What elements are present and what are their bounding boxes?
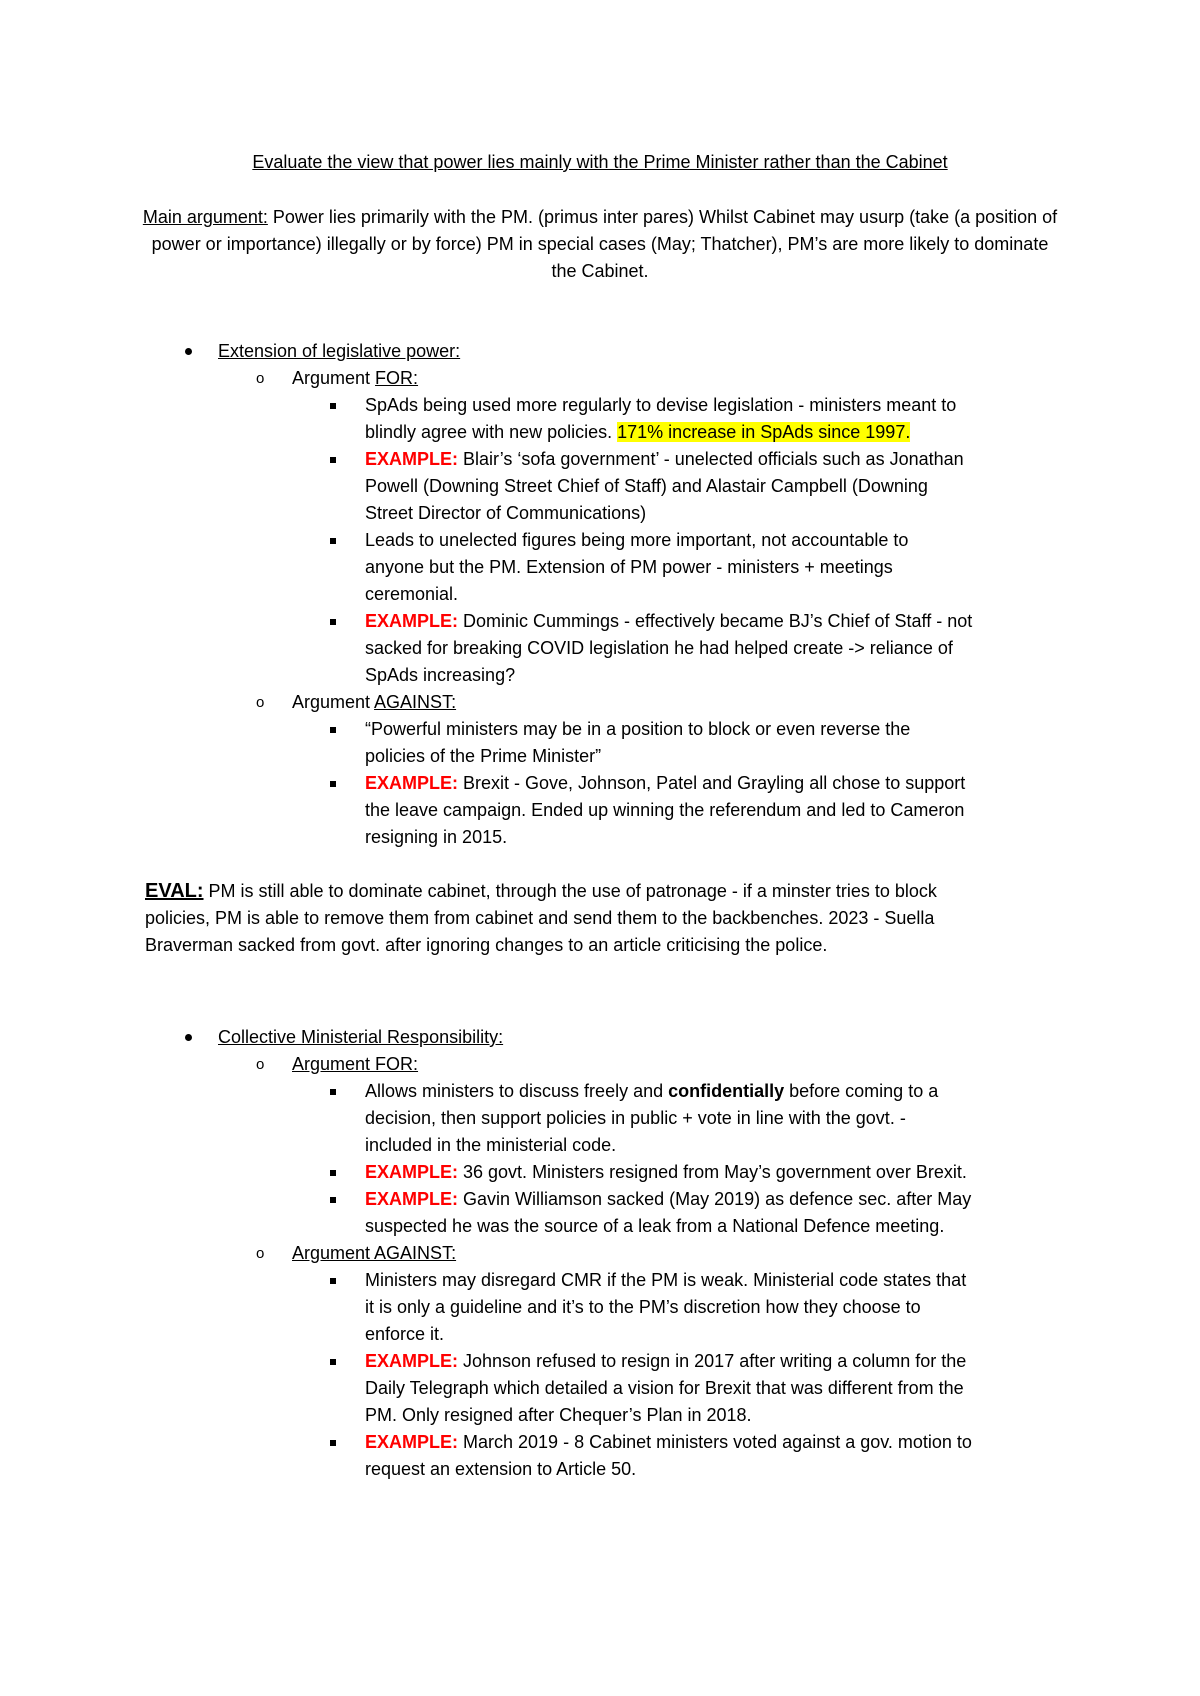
circle-bullet-icon: o bbox=[256, 370, 265, 387]
list-item-line: resigning in 2015. bbox=[365, 827, 508, 847]
list-item-line: anyone but the PM. Extension of PM power - ministers + meetings bbox=[365, 557, 893, 577]
list-item-line: EXAMPLE: Brexit - Gove, Johnson, Patel and Grayling all chose to support bbox=[365, 773, 966, 793]
list-item-line: Powell (Downing Street Chief of Staff) and Alastair Campbell (Downing bbox=[365, 476, 928, 496]
section2-heading: Collective Ministerial Responsibility: bbox=[218, 1027, 504, 1047]
list-item-line: EXAMPLE: Gavin Williamson sacked (May 2019) as defence sec. after May bbox=[365, 1189, 972, 1209]
example-label: EXAMPLE: bbox=[365, 773, 459, 793]
eval-label: EVAL: bbox=[145, 880, 204, 902]
list-item-line: EXAMPLE: Johnson refused to resign in 2017 after writing a column for the bbox=[365, 1351, 967, 1371]
square-bullet-icon bbox=[330, 1359, 336, 1365]
square-bullet-icon bbox=[330, 727, 336, 733]
example-label: EXAMPLE: bbox=[365, 1162, 459, 1182]
main-argument-label: Main argument: bbox=[142, 207, 268, 227]
square-bullet-icon bbox=[330, 1440, 336, 1446]
list-item-line: the leave campaign. Ended up winning the referendum and led to Cameron bbox=[365, 800, 965, 820]
list-item-line: Leads to unelected figures being more important, not accountable to bbox=[365, 530, 909, 550]
list-item-line: policies of the Prime Minister” bbox=[365, 746, 602, 766]
square-bullet-icon bbox=[330, 781, 336, 787]
eval-paragraph-line: EVAL: PM is still able to dominate cabinet, through the use of patronage - if a minster tries to block bbox=[145, 880, 937, 902]
main-argument bbox=[140, 204, 1060, 285]
section1-heading: Extension of legislative power: bbox=[218, 341, 461, 361]
eval-paragraph-line: policies, PM is able to remove them from cabinet and send them to the backbenches. 2023 - Suella bbox=[145, 908, 935, 928]
example-label: EXAMPLE: bbox=[365, 449, 459, 469]
list-item-line: request an extension to Article 50. bbox=[365, 1459, 637, 1479]
list-item-line: Street Director of Communications) bbox=[365, 503, 647, 523]
circle-bullet-icon: o bbox=[256, 694, 265, 711]
list-item-line: EXAMPLE: March 2019 - 8 Cabinet ministers voted against a gov. motion to bbox=[365, 1432, 972, 1452]
list-item-line: suspected he was the source of a leak from a National Defence meeting. bbox=[365, 1216, 945, 1236]
list-item-line: EXAMPLE: Dominic Cummings - effectively became BJ’s Chief of Staff - not bbox=[365, 611, 973, 631]
section1-for-heading: Argument FOR: bbox=[292, 368, 419, 388]
circle-bullet-icon: o bbox=[256, 1245, 265, 1262]
example-label: EXAMPLE: bbox=[365, 1432, 459, 1452]
square-bullet-icon bbox=[330, 1278, 336, 1284]
square-bullet-icon bbox=[330, 538, 336, 544]
page-title: Evaluate the view that power lies mainly with the Prime Minister rather than the Cabinet bbox=[252, 152, 948, 172]
list-item-line: it is only a guideline and it’s to the PM’s discretion how they choose to bbox=[365, 1297, 921, 1317]
main-argument-text: Power lies primarily with the PM. (primus inter pares) Whilst Cabinet may usurp (take (a position of power or importance) illegally or by force) PM in special cases (May; Thatcher), PM’s are more likely to dominate the Cabinet. bbox=[151, 207, 1058, 281]
square-bullet-icon bbox=[330, 619, 336, 625]
square-bullet-icon bbox=[330, 403, 336, 409]
bullet-icon bbox=[185, 1034, 192, 1041]
list-item-line: Daily Telegraph which detailed a vision for Brexit that was different from the bbox=[365, 1378, 964, 1398]
list-item-line: SpAds increasing? bbox=[365, 665, 516, 685]
section1-against-heading: Argument AGAINST: bbox=[292, 692, 457, 712]
example-label: EXAMPLE: bbox=[365, 611, 459, 631]
example-label: EXAMPLE: bbox=[365, 1189, 459, 1209]
example-label: EXAMPLE: bbox=[365, 1351, 459, 1371]
list-item-line: ceremonial. bbox=[365, 584, 459, 604]
section2-against-heading: Argument AGAINST: bbox=[292, 1243, 457, 1263]
square-bullet-icon bbox=[330, 1197, 336, 1203]
list-item-line: Allows ministers to discuss freely and confidentially before coming to a bbox=[365, 1081, 939, 1101]
square-bullet-icon bbox=[330, 1089, 336, 1095]
list-item-line: “Powerful ministers may be in a position to block or even reverse the bbox=[365, 719, 911, 739]
list-item-line: enforce it. bbox=[365, 1324, 445, 1344]
list-item-line: SpAds being used more regularly to devise legislation - ministers meant to bbox=[365, 395, 957, 415]
list-item-line: Ministers may disregard CMR if the PM is weak. Ministerial code states that bbox=[365, 1270, 967, 1290]
section2-for-heading: Argument FOR: bbox=[292, 1054, 419, 1074]
list-item-line: included in the ministerial code. bbox=[365, 1135, 617, 1155]
square-bullet-icon bbox=[330, 1170, 336, 1176]
list-item-line: decision, then support policies in public + vote in line with the govt. - bbox=[365, 1108, 906, 1128]
square-bullet-icon bbox=[330, 457, 336, 463]
list-item-line: PM. Only resigned after Chequer’s Plan in 2018. bbox=[365, 1405, 752, 1425]
highlighted-stat: 171% increase in SpAds since 1997. bbox=[617, 422, 911, 442]
list-item-line: sacked for breaking COVID legislation he had helped create -> reliance of bbox=[365, 638, 953, 658]
bullet-icon bbox=[185, 348, 192, 355]
list-item-line: blindly agree with new policies. 171% increase in SpAds since 1997. bbox=[365, 422, 911, 442]
eval-paragraph-line: Braverman sacked from govt. after ignoring changes to an article criticising the police. bbox=[145, 935, 828, 955]
list-item-line: EXAMPLE: Blair’s ‘sofa government’ - unelected officials such as Jonathan bbox=[365, 449, 964, 469]
list-item-line: EXAMPLE: 36 govt. Ministers resigned from May’s government over Brexit. bbox=[365, 1162, 967, 1182]
circle-bullet-icon: o bbox=[256, 1056, 265, 1073]
